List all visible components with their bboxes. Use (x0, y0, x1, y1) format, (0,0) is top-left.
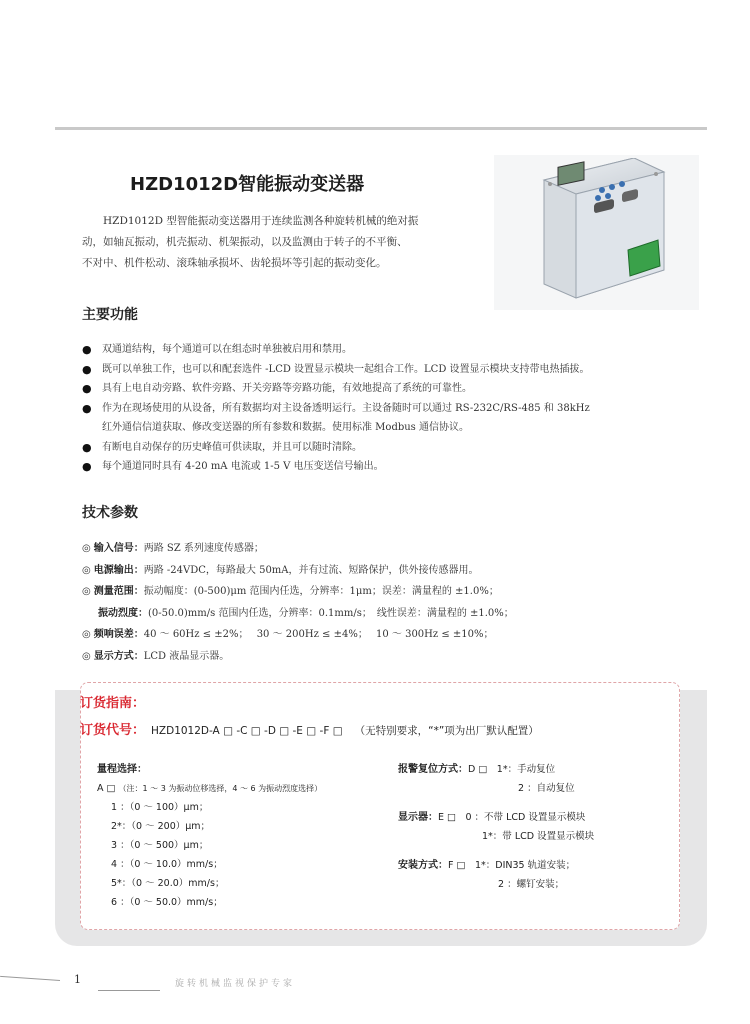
order-code-label: 订货代号： (80, 723, 146, 738)
circle-marker-icon: ◎ (82, 650, 91, 662)
spec-row (82, 538, 702, 560)
install-option (398, 856, 688, 875)
display-option (398, 808, 688, 827)
footer-tagline: 旋转机械监视保护专家 (175, 979, 296, 989)
footer-rule-left (0, 976, 60, 981)
intro-line: 不对中、机件松动、滚珠轴承损坏、齿轮损坏等引起的振动变化。 (82, 257, 387, 269)
order-code: HZD1012D-A □ -C □ -D □ -E □ -F □ (151, 725, 343, 737)
order-code-row (80, 719, 539, 738)
range-item: 4 ：（0 ～ 10.0）mm/s； (111, 859, 223, 870)
spec-list (82, 538, 702, 667)
alarm-label: 报警复位方式： (398, 764, 468, 775)
display-line1: E □ 0 ：不带 LCD 设置显示模块 (438, 812, 586, 823)
range-item: 3 ：（0 ～ 500）μm； (111, 840, 209, 851)
list-item: ● 双通道结构，每个通道可以在组态时单独被启用和禁用。 (82, 340, 702, 360)
display-option-2: 1*：带 LCD 设置显示模块 (482, 831, 595, 842)
page-title: HZD1012D智能振动变送器 (130, 174, 365, 195)
range-item: 6 ：（0 ～ 50.0）mm/s； (111, 897, 223, 908)
spec-value: 振动幅度：(0-500)μm 范围内任选，分辨率：1μm；误差：满量程的 ±1.0%； (143, 586, 499, 597)
intro-paragraph (82, 211, 482, 274)
list-item-continuation: 红外通信信道获取、修改变送器的所有参数和数据。使用标准 Modbus 通信协议。 (102, 422, 469, 433)
range-heading: 量程选择： (97, 764, 147, 775)
intro-line: HZD1012D 型智能振动变送器用于连续监测各种旋转机械的绝对振 (82, 215, 419, 227)
spec-value: 两路 SZ 系列速度传感器； (143, 543, 264, 554)
install-line1: F □ 1*：DIN35 轨道安装； (448, 860, 576, 871)
alarm-line1: D □ 1*：手动复位 (468, 764, 556, 775)
top-divider (55, 127, 707, 130)
spec-row (82, 646, 702, 668)
spec-row (82, 603, 702, 625)
list-item: ● 既可以单独工作，也可以和配套选件 -LCD 设置显示模块一起组合工作。LCD 设置显示模块支持带电热插拔。 (82, 360, 702, 380)
spacer (398, 798, 688, 808)
spec-row (82, 581, 702, 603)
list-item: ● 具有上电自动旁路、软件旁路、开关旁路等旁路功能，有效地提高了系统的可靠性。 (82, 379, 702, 399)
spec-value: 40 ～ 60Hz ≤ ±2%； 30 ～ 200Hz ≤ ±4%； 10 ～ 300Hz ≤ ±10%； (143, 629, 494, 640)
circle-marker-icon: ◎ (82, 564, 91, 576)
circle-marker-icon: ◎ (82, 629, 91, 640)
spec-row (82, 624, 702, 646)
list-item: ● 每个通道同时具有 4-20 mA 电流或 1-5 V 电压变送信号输出。 (82, 457, 702, 477)
list-item: ● 有断电自动保存的历史峰值可供读取，并且可以随时清除。 (82, 438, 702, 458)
spec-label: 频响误差： (93, 629, 144, 640)
function-list (82, 340, 702, 477)
spec-label: 输入信号： (93, 543, 144, 554)
range-a-line (97, 779, 322, 798)
intro-line: 动，如轴瓦振动，机壳振动、机架振动，以及监测由于转子的不平衡、 (82, 236, 408, 248)
section-heading-tech: 技术参数 (82, 505, 138, 521)
spacer (398, 846, 688, 856)
range-options (97, 760, 322, 912)
spec-label: 振动烈度： (98, 607, 148, 619)
order-code-note: （无特别要求，“*”项为出厂默认配置） (354, 725, 539, 737)
section-heading-functions: 主要功能 (82, 307, 138, 323)
spec-label: 测量范围： (93, 586, 144, 597)
range-item: 2*：（0 ～ 200）μm； (111, 821, 211, 832)
footer-rule-mid (98, 978, 160, 991)
spec-row (82, 560, 702, 582)
range-item: 1 ：（0 ～ 100）μm； (111, 802, 209, 813)
page-number: 1 (74, 973, 81, 986)
circle-marker-icon: ◎ (82, 586, 91, 597)
spec-value: 两路 -24VDC，每路最大 50mA，并有过流、短路保护，供外接传感器用。 (143, 564, 479, 576)
alarm-option-2: 2 ：自动复位 (518, 783, 575, 794)
install-label: 安装方式： (398, 860, 448, 871)
range-a-code: A □ (97, 783, 116, 794)
spec-value: (0-50.0)mm/s 范围内任选，分辨率：0.1mm/s； 线性误差：满量程的 ±1.0%； (148, 607, 514, 619)
spec-label: 显示方式： (93, 650, 144, 662)
spec-label: 电源输出： (93, 564, 144, 576)
circle-marker-icon: ◎ (82, 543, 91, 554)
install-option-2: 2 ：螺钉安装； (498, 879, 565, 890)
order-guide-heading: 订货指南： (80, 696, 146, 711)
list-item: ● 作为在现场使用的从设备，所有数据均对主设备透明运行。主设备随时可以通过 RS-232C/RS-485 和 38kHz (82, 399, 702, 419)
spec-value: LCD 液晶显示器。 (143, 650, 230, 662)
product-photo (536, 158, 668, 301)
alarm-option (398, 760, 688, 779)
range-item: 5*：（0 ～ 20.0）mm/s； (111, 878, 225, 889)
display-label: 显示器： (398, 812, 438, 823)
range-note: （注：1 ～ 3 为振动位移选择，4 ～ 6 为振动烈度选择） (118, 784, 323, 793)
order-options-right (398, 760, 688, 894)
